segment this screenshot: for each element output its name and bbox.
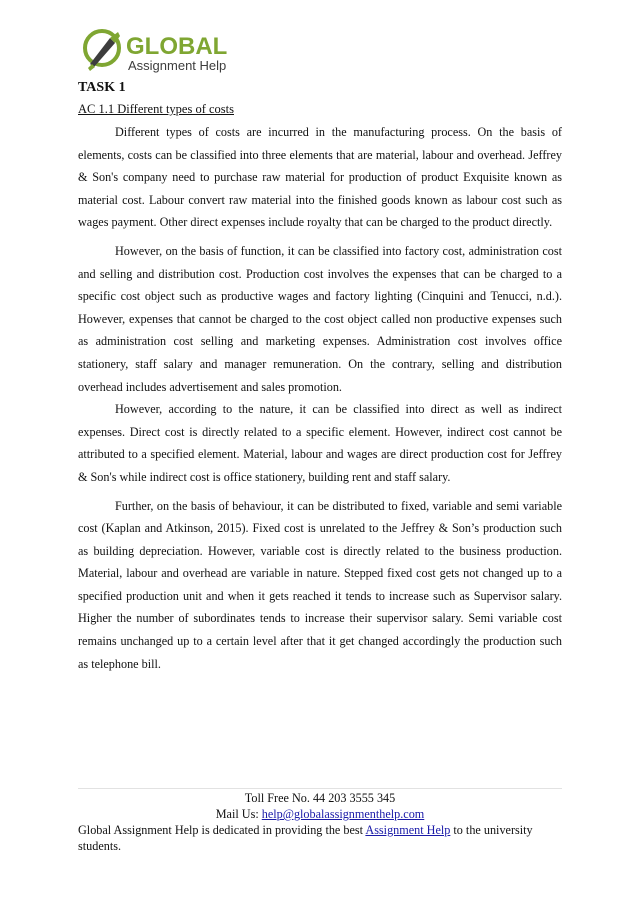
footer-divider xyxy=(78,788,562,789)
footer-mail xyxy=(78,806,562,822)
paragraph: However, on the basis of function, it can be classified into factory cost, administration cost and selling and distribution cost. Production cost involves the expenses that can be charged to a specific cost object such as productive wages and factory lighting (Cinquini and Tenucci, n.d.). However, expenses that cannot be charged to the cost object called non productive expenses such as administration cost selling and marketing expenses. Administration cost involves office stationery, staff salary and manager remuneration. On the contrary, selling and distribution overhead includes advertisement and sales promotion. xyxy=(78,243,562,394)
paragraph: However, according to the nature, it can be classified into direct as well as indirect expenses. Direct cost is directly related to a specific element. However, indirect cost cannot be attributed to a specified element. Material, labour and wages are direct production cost for Jeffrey & Son's while indirect cost is office stationery, building rent and staff salary. xyxy=(78,402,562,484)
task-title: TASK 1 xyxy=(78,80,126,95)
brand-logo xyxy=(80,24,270,80)
footer-mail-label: Mail Us: xyxy=(215,807,262,821)
paragraph: Further, on the basis of behaviour, it can be distributed to fixed, variable and semi variable cost (Kaplan and Atkinson, 2015). Fixed cost is unrelated to the Jeffrey & Son’s production such as building depreciation. However, variable cost is directly related to the business production. Material, labour and overhead are variable in nature. Stepped fixed cost gets not changed up to a specified production unit and when it gets reached it tends to increase such as Supervisor salary. Higher the number of subordinates tends to increase their supervisor salary. Semi variable cost remains unchanged up to a certain level after that it get changed accordingly the production such as telephone bill. xyxy=(78,498,562,671)
pen-nib-icon xyxy=(85,31,120,71)
logo-tagline-text: Assignment Help xyxy=(128,58,227,73)
section-heading: AC 1.1 Different types of costs xyxy=(78,102,234,116)
logo-brand-text: GLOBAL xyxy=(126,33,228,60)
footer-tagline xyxy=(78,822,562,854)
footer-toll-free: Toll Free No. 44 203 3555 345 xyxy=(244,791,396,805)
footer xyxy=(78,790,562,854)
body-text xyxy=(78,121,562,675)
footer-tagline-prefix: Global Assignment Help is dedicated in providing the best xyxy=(78,823,366,837)
footer-tagline-suffix: to the university students. xyxy=(78,823,533,853)
footer-assignment-help-link[interactable]: Assignment Help xyxy=(365,823,451,837)
footer-mail-link[interactable]: help@globalassignmenthelp.com xyxy=(261,807,425,821)
paragraph: Different types of costs are incurred in the manufacturing process. On the basis of elements, costs can be classified into three elements that are material, labour and overhead. Jeffrey & Son's company need to purchase raw material for production of product Exquisite known as material cost. Labour convert raw material into the finished goods known as labour cost such as wages payment. Other direct expenses include royalty that can be charged to the product directly. xyxy=(78,125,562,230)
